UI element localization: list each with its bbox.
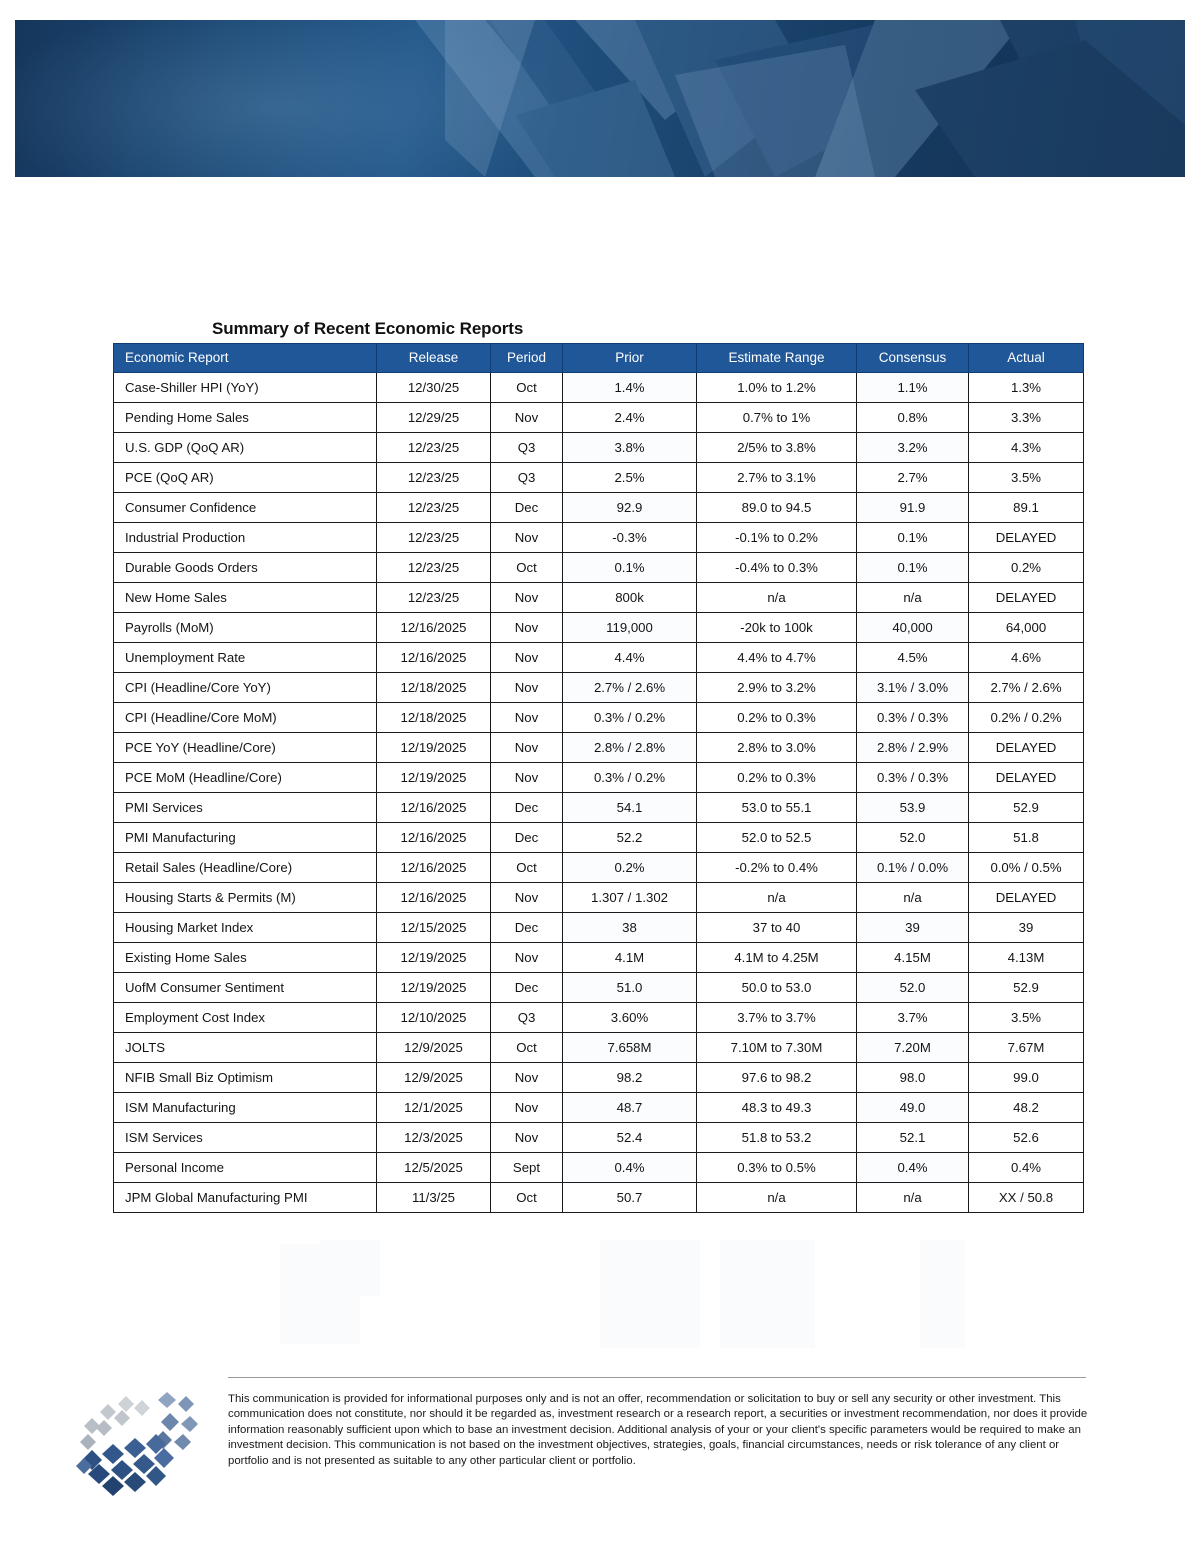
cell-prior: 92.9: [563, 493, 697, 523]
cell-period: Nov: [491, 943, 563, 973]
table-row[interactable]: [114, 463, 1084, 493]
cell-consensus: n/a: [857, 883, 969, 913]
table-row[interactable]: [114, 673, 1084, 703]
cell-release: 12/29/25: [377, 403, 491, 433]
cell-report: Payrolls (MoM): [114, 613, 377, 643]
cell-consensus: 40,000: [857, 613, 969, 643]
cell-consensus: 0.3% / 0.3%: [857, 703, 969, 733]
cell-actual: 48.2: [969, 1093, 1084, 1123]
cell-period: Oct: [491, 373, 563, 403]
cell-actual: 3.3%: [969, 403, 1084, 433]
cell-period: Oct: [491, 1033, 563, 1063]
cell-report: PMI Manufacturing: [114, 823, 377, 853]
cell-actual: 99.0: [969, 1063, 1084, 1093]
column-header-prior[interactable]: Prior: [563, 344, 697, 373]
table-row[interactable]: [114, 613, 1084, 643]
cell-report: Case-Shiller HPI (YoY): [114, 373, 377, 403]
cell-period: Nov: [491, 643, 563, 673]
cell-consensus: 0.4%: [857, 1153, 969, 1183]
cell-prior: -0.3%: [563, 523, 697, 553]
cell-consensus: 7.20M: [857, 1033, 969, 1063]
cell-estimate-range: 0.2% to 0.3%: [697, 763, 857, 793]
cell-actual: 39: [969, 913, 1084, 943]
column-header-period[interactable]: Period: [491, 344, 563, 373]
cell-estimate-range: 37 to 40: [697, 913, 857, 943]
cell-period: Nov: [491, 1123, 563, 1153]
column-header-consensus[interactable]: Consensus: [857, 344, 969, 373]
cell-actual: 0.0% / 0.5%: [969, 853, 1084, 883]
cell-estimate-range: 4.1M to 4.25M: [697, 943, 857, 973]
cell-release: 12/19/2025: [377, 973, 491, 1003]
cell-actual: 2.7% / 2.6%: [969, 673, 1084, 703]
cell-consensus: 52.1: [857, 1123, 969, 1153]
table-row[interactable]: [114, 403, 1084, 433]
cell-report: Housing Starts & Permits (M): [114, 883, 377, 913]
table-row[interactable]: [114, 853, 1084, 883]
cell-consensus: 0.1% / 0.0%: [857, 853, 969, 883]
page-watermark: [280, 1240, 980, 1350]
cell-release: 12/23/25: [377, 493, 491, 523]
cell-actual: 7.67M: [969, 1033, 1084, 1063]
cell-estimate-range: 52.0 to 52.5: [697, 823, 857, 853]
cell-prior: 1.307 / 1.302: [563, 883, 697, 913]
cell-consensus: 39: [857, 913, 969, 943]
cell-prior: 119,000: [563, 613, 697, 643]
cell-report: JOLTS: [114, 1033, 377, 1063]
cell-release: 12/9/2025: [377, 1063, 491, 1093]
cell-consensus: 49.0: [857, 1093, 969, 1123]
cell-actual: 4.13M: [969, 943, 1084, 973]
cell-release: 12/15/2025: [377, 913, 491, 943]
column-header-release[interactable]: Release: [377, 344, 491, 373]
cell-report: Consumer Confidence: [114, 493, 377, 523]
cell-actual: 52.9: [969, 793, 1084, 823]
table-row[interactable]: [114, 493, 1084, 523]
cell-consensus: 0.8%: [857, 403, 969, 433]
cell-period: Dec: [491, 973, 563, 1003]
cell-prior: 800k: [563, 583, 697, 613]
cell-prior: 51.0: [563, 973, 697, 1003]
cell-period: Oct: [491, 853, 563, 883]
cell-estimate-range: n/a: [697, 883, 857, 913]
cell-actual: 3.5%: [969, 463, 1084, 493]
cell-actual: 1.3%: [969, 373, 1084, 403]
cell-report: PMI Services: [114, 793, 377, 823]
cell-consensus: 0.1%: [857, 553, 969, 583]
cell-period: Nov: [491, 733, 563, 763]
cell-release: 12/18/2025: [377, 703, 491, 733]
cell-release: 12/23/25: [377, 583, 491, 613]
cell-release: 12/1/2025: [377, 1093, 491, 1123]
cell-prior: 4.1M: [563, 943, 697, 973]
column-header-actual[interactable]: Actual: [969, 344, 1084, 373]
table-row[interactable]: [114, 793, 1084, 823]
cell-report: PCE YoY (Headline/Core): [114, 733, 377, 763]
cell-actual: DELAYED: [969, 733, 1084, 763]
table-row[interactable]: [114, 1153, 1084, 1183]
cell-consensus: n/a: [857, 583, 969, 613]
cell-report: Industrial Production: [114, 523, 377, 553]
cell-prior: 38: [563, 913, 697, 943]
cell-report: JPM Global Manufacturing PMI: [114, 1183, 377, 1213]
cell-release: 12/16/2025: [377, 793, 491, 823]
table-row[interactable]: [114, 823, 1084, 853]
cell-consensus: 0.3% / 0.3%: [857, 763, 969, 793]
cell-period: Nov: [491, 1093, 563, 1123]
cell-estimate-range: -20k to 100k: [697, 613, 857, 643]
cell-consensus: 3.1% / 3.0%: [857, 673, 969, 703]
table-row[interactable]: [114, 1003, 1084, 1033]
cell-report: Existing Home Sales: [114, 943, 377, 973]
cell-actual: 64,000: [969, 613, 1084, 643]
table-row[interactable]: [114, 913, 1084, 943]
cell-prior: 7.658M: [563, 1033, 697, 1063]
cell-release: 12/5/2025: [377, 1153, 491, 1183]
cell-release: 12/16/2025: [377, 883, 491, 913]
cell-report: UofM Consumer Sentiment: [114, 973, 377, 1003]
cell-estimate-range: 2/5% to 3.8%: [697, 433, 857, 463]
cell-estimate-range: n/a: [697, 583, 857, 613]
cell-report: New Home Sales: [114, 583, 377, 613]
cell-release: 12/19/2025: [377, 733, 491, 763]
cell-release: 12/23/25: [377, 433, 491, 463]
table-row[interactable]: [114, 373, 1084, 403]
cell-actual: 52.9: [969, 973, 1084, 1003]
cell-estimate-range: 51.8 to 53.2: [697, 1123, 857, 1153]
cell-report: ISM Manufacturing: [114, 1093, 377, 1123]
table-row[interactable]: [114, 703, 1084, 733]
table-row[interactable]: [114, 1063, 1084, 1093]
cell-consensus: 3.7%: [857, 1003, 969, 1033]
cell-actual: 3.5%: [969, 1003, 1084, 1033]
table-row[interactable]: [114, 553, 1084, 583]
cell-prior: 48.7: [563, 1093, 697, 1123]
cell-release: 12/23/25: [377, 523, 491, 553]
cell-prior: 0.3% / 0.2%: [563, 763, 697, 793]
cell-consensus: 4.5%: [857, 643, 969, 673]
cell-estimate-range: n/a: [697, 1183, 857, 1213]
cell-prior: 54.1: [563, 793, 697, 823]
cell-consensus: 52.0: [857, 823, 969, 853]
cell-estimate-range: -0.1% to 0.2%: [697, 523, 857, 553]
cell-actual: 0.4%: [969, 1153, 1084, 1183]
page-header-banner: [0, 0, 1200, 180]
cell-report: Housing Market Index: [114, 913, 377, 943]
cell-consensus: 2.8% / 2.9%: [857, 733, 969, 763]
cell-release: 12/18/2025: [377, 673, 491, 703]
cell-estimate-range: 0.3% to 0.5%: [697, 1153, 857, 1183]
cell-prior: 3.8%: [563, 433, 697, 463]
cell-estimate-range: 89.0 to 94.5: [697, 493, 857, 523]
table-header: [114, 344, 1084, 373]
cell-period: Nov: [491, 613, 563, 643]
cell-release: 12/19/2025: [377, 943, 491, 973]
cell-consensus: 1.1%: [857, 373, 969, 403]
cell-actual: 4.3%: [969, 433, 1084, 463]
cell-consensus: n/a: [857, 1183, 969, 1213]
cell-prior: 3.60%: [563, 1003, 697, 1033]
cell-actual: DELAYED: [969, 883, 1084, 913]
cell-report: PCE MoM (Headline/Core): [114, 763, 377, 793]
cell-prior: 52.2: [563, 823, 697, 853]
banner-gradient-band: [15, 20, 1185, 177]
cell-release: 12/16/2025: [377, 643, 491, 673]
cell-estimate-range: 7.10M to 7.30M: [697, 1033, 857, 1063]
cell-consensus: 4.15M: [857, 943, 969, 973]
cell-consensus: 52.0: [857, 973, 969, 1003]
cell-estimate-range: 53.0 to 55.1: [697, 793, 857, 823]
cell-period: Nov: [491, 763, 563, 793]
cell-consensus: 3.2%: [857, 433, 969, 463]
table-row[interactable]: [114, 973, 1084, 1003]
cell-estimate-range: 50.0 to 53.0: [697, 973, 857, 1003]
table-row[interactable]: [114, 1093, 1084, 1123]
cell-prior: 52.4: [563, 1123, 697, 1153]
cell-release: 12/10/2025: [377, 1003, 491, 1033]
cell-prior: 1.4%: [563, 373, 697, 403]
cell-period: Nov: [491, 583, 563, 613]
economic-reports-table-container: [113, 343, 1083, 1213]
cell-actual: DELAYED: [969, 523, 1084, 553]
cell-period: Oct: [491, 553, 563, 583]
cell-report: Personal Income: [114, 1153, 377, 1183]
cell-prior: 0.1%: [563, 553, 697, 583]
cell-period: Nov: [491, 673, 563, 703]
table-row[interactable]: [114, 1033, 1084, 1063]
cell-prior: 4.4%: [563, 643, 697, 673]
column-header-estimate-range[interactable]: Estimate Range: [697, 344, 857, 373]
cell-release: 12/16/2025: [377, 853, 491, 883]
cell-release: 12/23/25: [377, 553, 491, 583]
cell-period: Dec: [491, 493, 563, 523]
cell-period: Nov: [491, 403, 563, 433]
cell-report: Pending Home Sales: [114, 403, 377, 433]
cell-report: Durable Goods Orders: [114, 553, 377, 583]
globe-logo: [62, 1382, 212, 1502]
cell-release: 12/16/2025: [377, 613, 491, 643]
cell-actual: 4.6%: [969, 643, 1084, 673]
cell-release: 12/9/2025: [377, 1033, 491, 1063]
cell-consensus: 53.9: [857, 793, 969, 823]
table-row[interactable]: [114, 1123, 1084, 1153]
cell-release: 12/16/2025: [377, 823, 491, 853]
cell-consensus: 91.9: [857, 493, 969, 523]
cell-release: 12/3/2025: [377, 1123, 491, 1153]
table-row[interactable]: [114, 733, 1084, 763]
cell-period: Dec: [491, 913, 563, 943]
table-row[interactable]: [114, 583, 1084, 613]
cell-report: NFIB Small Biz Optimism: [114, 1063, 377, 1093]
cell-estimate-range: -0.2% to 0.4%: [697, 853, 857, 883]
cell-period: Nov: [491, 523, 563, 553]
cell-prior: 2.7% / 2.6%: [563, 673, 697, 703]
cell-period: Dec: [491, 793, 563, 823]
cell-estimate-range: 4.4% to 4.7%: [697, 643, 857, 673]
cell-prior: 2.4%: [563, 403, 697, 433]
cell-period: Nov: [491, 703, 563, 733]
cell-prior: 0.3% / 0.2%: [563, 703, 697, 733]
table-row[interactable]: [114, 763, 1084, 793]
cell-release: 12/19/2025: [377, 763, 491, 793]
table-row[interactable]: [114, 433, 1084, 463]
cell-estimate-range: 3.7% to 3.7%: [697, 1003, 857, 1033]
cell-actual: DELAYED: [969, 583, 1084, 613]
column-header-economic-report[interactable]: Economic Report: [114, 344, 377, 373]
cell-report: Unemployment Rate: [114, 643, 377, 673]
cell-prior: 50.7: [563, 1183, 697, 1213]
footer-divider: [228, 1377, 1086, 1378]
cell-actual: 0.2% / 0.2%: [969, 703, 1084, 733]
table-row[interactable]: [114, 943, 1084, 973]
cell-estimate-range: -0.4% to 0.3%: [697, 553, 857, 583]
cell-actual: 51.8: [969, 823, 1084, 853]
table-row[interactable]: [114, 523, 1084, 553]
cell-prior: 0.4%: [563, 1153, 697, 1183]
disclaimer-text: This communication is provided for informational purposes only and is not an offer, recommendation or solicitation to buy or sell any security or other investment. This communication does not constitute, nor should it be regarded as, investment research or a research report, a securities or investment recommendation, nor does it provide information reasonably sufficient upon which to base an investment decision. Additional analysis of your or your client's specific parameters would be required to make an investment decision. This communication is not based on the investment objectives, strategies, goals, financial circumstances, needs or risk tolerance of any client or portfolio and is not presented as suitable to any other particular client or portfolio.: [228, 1393, 1088, 1467]
cell-estimate-range: 2.8% to 3.0%: [697, 733, 857, 763]
cell-estimate-range: 2.9% to 3.2%: [697, 673, 857, 703]
cell-period: Nov: [491, 1063, 563, 1093]
cell-period: Nov: [491, 883, 563, 913]
cell-estimate-range: 0.7% to 1%: [697, 403, 857, 433]
cell-actual: DELAYED: [969, 763, 1084, 793]
cell-estimate-range: 1.0% to 1.2%: [697, 373, 857, 403]
cell-period: Oct: [491, 1183, 563, 1213]
cell-actual: XX / 50.8: [969, 1183, 1084, 1213]
cell-consensus: 0.1%: [857, 523, 969, 553]
cell-report: U.S. GDP (QoQ AR): [114, 433, 377, 463]
cell-consensus: 98.0: [857, 1063, 969, 1093]
cell-period: Q3: [491, 433, 563, 463]
cell-actual: 89.1: [969, 493, 1084, 523]
table-row[interactable]: [114, 1183, 1084, 1213]
cell-report: Employment Cost Index: [114, 1003, 377, 1033]
cell-release: 12/30/25: [377, 373, 491, 403]
banner-abstract-shapes: [15, 20, 1185, 177]
cell-period: Sept: [491, 1153, 563, 1183]
economic-reports-table: [113, 343, 1084, 1213]
cell-estimate-range: 48.3 to 49.3: [697, 1093, 857, 1123]
table-header-row: [114, 344, 1084, 373]
cell-estimate-range: 0.2% to 0.3%: [697, 703, 857, 733]
cell-period: Dec: [491, 823, 563, 853]
cell-release: 12/23/25: [377, 463, 491, 493]
cell-report: ISM Services: [114, 1123, 377, 1153]
cell-prior: 2.8% / 2.8%: [563, 733, 697, 763]
table-body: [114, 373, 1084, 1213]
cell-report: PCE (QoQ AR): [114, 463, 377, 493]
cell-report: CPI (Headline/Core MoM): [114, 703, 377, 733]
cell-actual: 52.6: [969, 1123, 1084, 1153]
table-row[interactable]: [114, 643, 1084, 673]
cell-period: Q3: [491, 463, 563, 493]
cell-estimate-range: 97.6 to 98.2: [697, 1063, 857, 1093]
cell-report: Retail Sales (Headline/Core): [114, 853, 377, 883]
cell-prior: 2.5%: [563, 463, 697, 493]
cell-consensus: 2.7%: [857, 463, 969, 493]
cell-actual: 0.2%: [969, 553, 1084, 583]
table-row[interactable]: [114, 883, 1084, 913]
cell-estimate-range: 2.7% to 3.1%: [697, 463, 857, 493]
cell-report: CPI (Headline/Core YoY): [114, 673, 377, 703]
page-title: Summary of Recent Economic Reports: [212, 319, 524, 338]
cell-period: Q3: [491, 1003, 563, 1033]
cell-prior: 98.2: [563, 1063, 697, 1093]
cell-prior: 0.2%: [563, 853, 697, 883]
cell-release: 11/3/25: [377, 1183, 491, 1213]
